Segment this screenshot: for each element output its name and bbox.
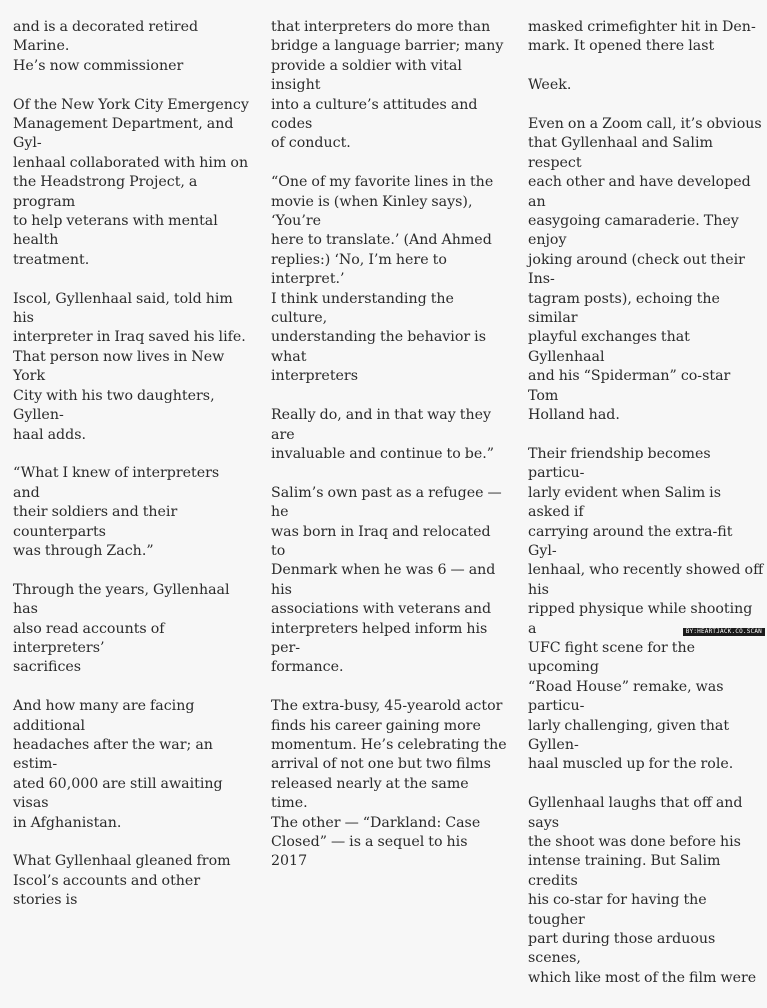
paragraph: Gyllenhaal laughs that off and says the shoot was done before his intense training. But Salim credits his co-star for having the tougher part during those arduous scenes, which like most of the film were (528, 795, 757, 986)
paragraph: Of the New York City Emergency Management Department, and Gyl- lenhaal collaborated with him on the Headstrong Project, a program to help veterans with mental health treatment. (13, 96, 249, 268)
article-column-1 (13, 18, 249, 930)
paragraph: What Gyllenhaal gleaned from Iscol’s accounts and other stories is (13, 853, 231, 909)
article-column-2 (271, 18, 507, 891)
paragraph: that interpreters do more than bridge a language barrier; many provide a soldier with vital insight into a culture’s attitudes and codes of conduct. (271, 19, 504, 152)
paragraph: masked crimefighter hit in Den- mark. It opened there last (528, 19, 756, 55)
paragraph: And how many are facing additional headaches after the war; an estim- ated 60,000 are still awaiting visas in Afghanistan. (13, 698, 223, 831)
watermark-label: BY:HEARTJACK.CO.SCAN (683, 628, 765, 636)
paragraph: Iscol, Gyllenhaal said, told him his interpreter in Iraq saved his life. That person now lives in New York City with his two daughters, Gyllen- haal adds. (13, 290, 246, 443)
paragraph: Salim’s own past as a refugee — he was born in Iraq and relocated to Denmark when he was 6 — and his associations with veterans and interpreters helped inform his per- formance. (271, 484, 502, 676)
paragraph: Week. (528, 77, 572, 94)
article-column-3 (528, 18, 764, 1008)
paragraph: Through the years, Gyllenhaal has also read accounts of interpreters’ sacrifices (13, 581, 230, 676)
paragraph: The extra-busy, 45-yearold actor finds his career gaining more momentum. He’s celebrating the arrival of not one but two films released nearly at the same time. The other — “Darkland: Case Closed” — is a sequel to his 2017 (271, 698, 507, 870)
paragraph: Even on a Zoom call, it’s obvious that Gyllenhaal and Salim respect each other and have developed an easygoing camaraderie. They enjoy joking around (check out their Ins- tagram posts), echoing the similar playful exchanges that Gyllenhaal and his “Spiderman” co-star Tom Holland had. (528, 116, 762, 424)
paragraph: and is a decorated retired Marine. He’s now commissioner (13, 19, 199, 74)
paragraph: Their friendship becomes particu- larly evident when Salim is asked if carrying around the extra-fit Gyl- lenhaal, who recently showed off his ripped physique while shooting a UFC fight scene for the upcoming “Road House” remake, was particu- larly challenging, given that Gyllen- haal muscled up for the role. (528, 445, 764, 773)
paragraph: “One of my favorite lines in the movie is (when Kinley says), ‘You’re here to translate.’ (And Ahmed replies:) ‘No, I’m here to interpret.’ I think understanding the culture, understanding the behavior is what interpreters (271, 174, 494, 385)
paragraph: “What I knew of interpreters and their soldiers and their counterparts was through Zach.” (13, 465, 220, 559)
paragraph: Really do, and in that way they are invaluable and continue to be.” (271, 407, 495, 462)
